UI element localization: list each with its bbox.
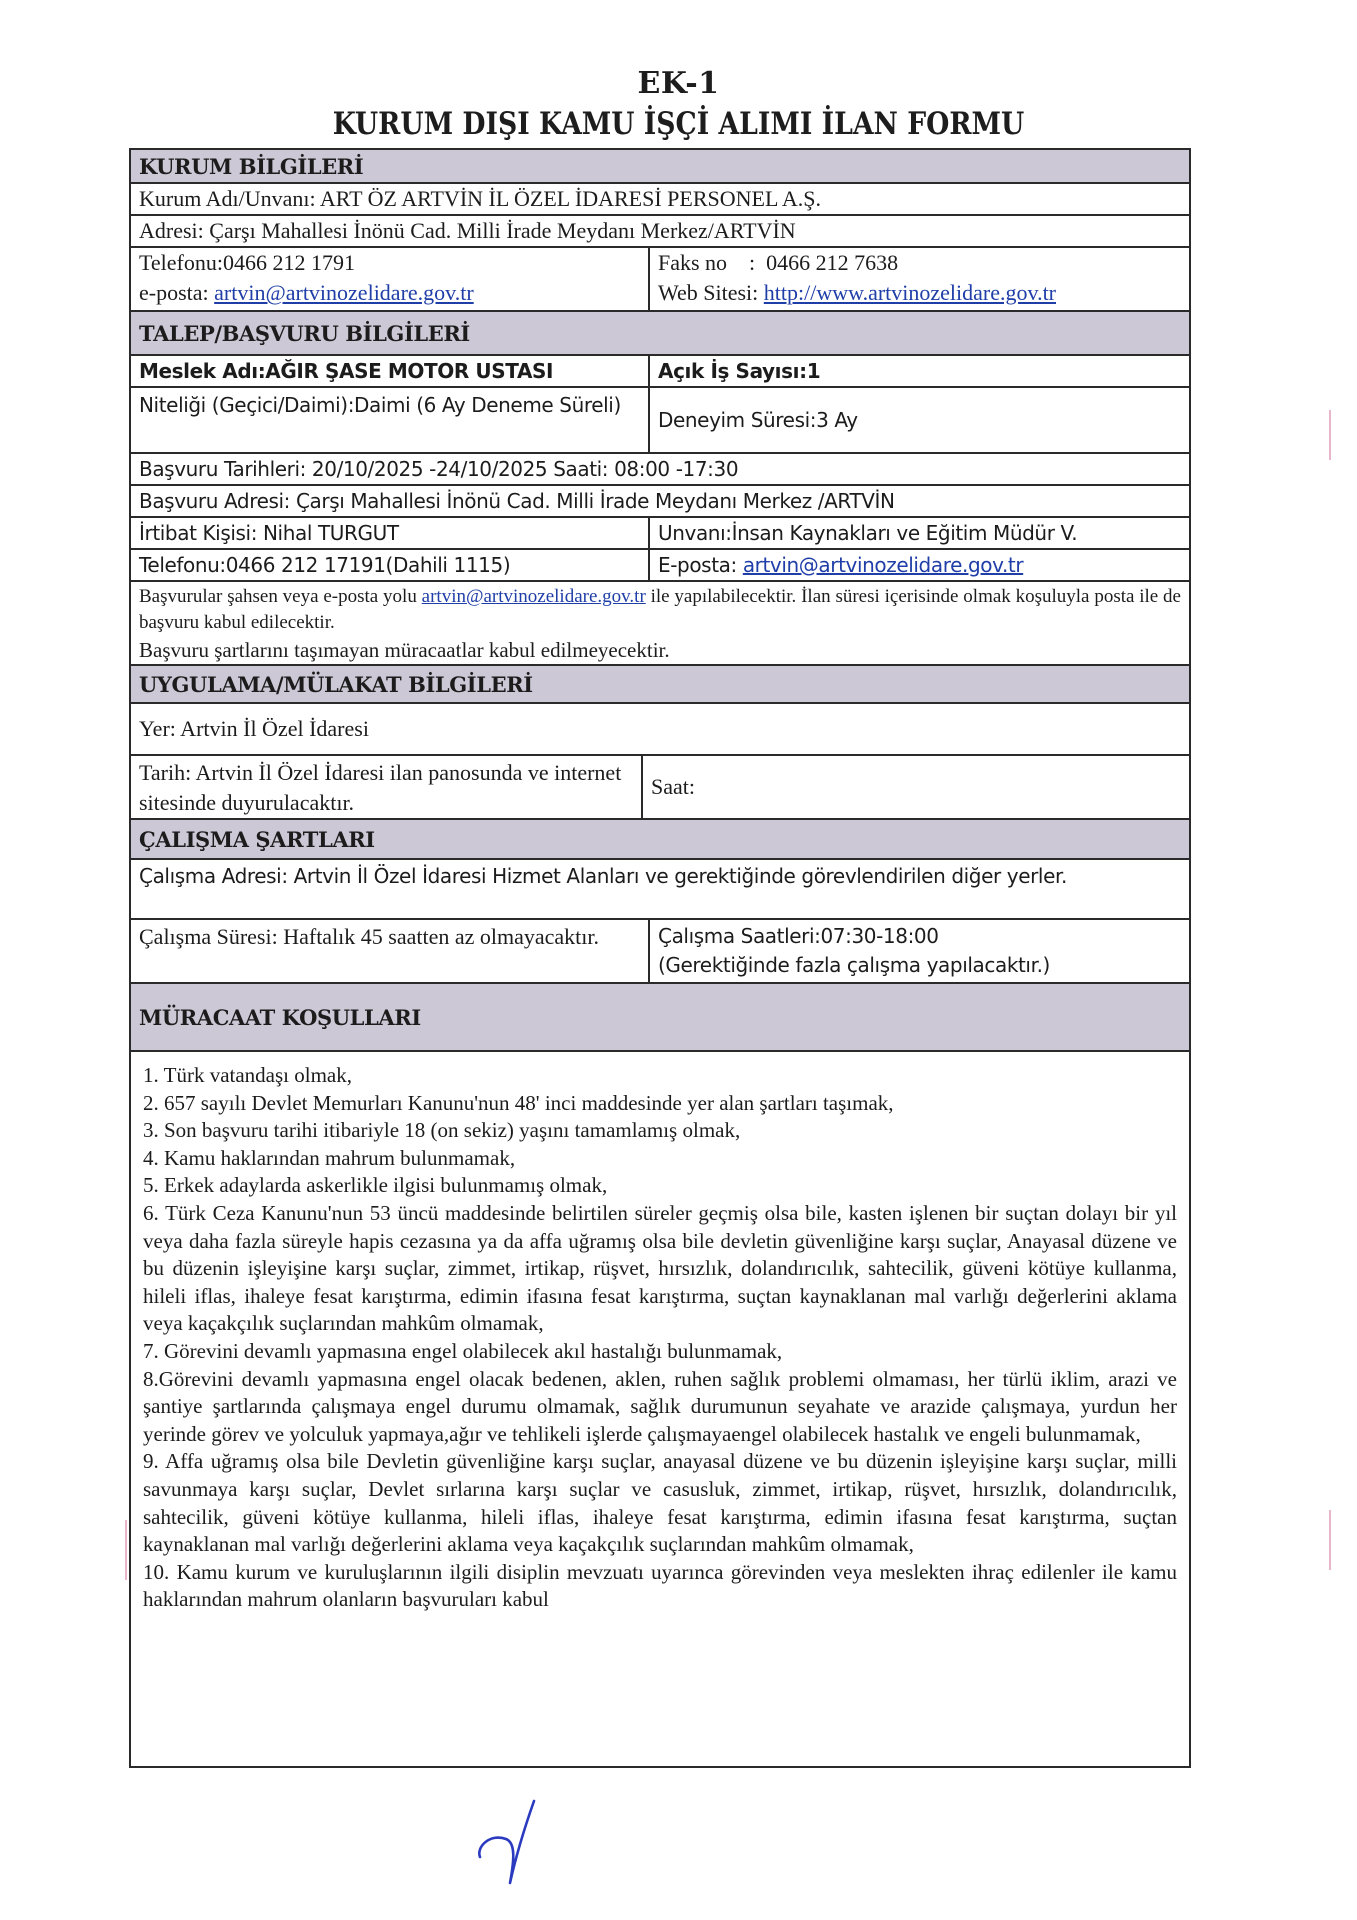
section-title: UYGULAMA/MÜLAKAT BİLGİLERİ [139, 671, 533, 697]
work-hours: Çalışma Saatleri:07:30-18:00 [658, 924, 939, 948]
overtime-note: (Gerektiğinde fazla çalışma yapılacaktır.) [658, 953, 1050, 977]
section-title: ÇALIŞMA ŞARTLARI [139, 826, 375, 852]
employment-nature: Niteliği (Geçici/Daimi):Daimi (6 Ay Deneme Süreli) [139, 393, 621, 417]
requirements-list [131, 1052, 1189, 1766]
requirement-item: 2. 657 sayılı Devlet Memurları Kanunu'nun 48' inci maddesinde yer alan şartları taşımak, [143, 1090, 894, 1115]
scan-margin-mark [1329, 410, 1331, 460]
section-header-talep [131, 312, 1189, 356]
section-title: KURUM BİLGİLERİ [139, 153, 364, 179]
contact-phone-row [131, 550, 1189, 582]
kurum-address-row [131, 216, 1189, 248]
kurum-contact-row [131, 248, 1189, 312]
institution-email-line [139, 278, 640, 308]
application-note-row [131, 582, 1189, 666]
email-label: E-posta: [658, 553, 743, 577]
requirement-item: 6. Türk Ceza Kanunu'nun 53 üncü maddesinde belirtilen süreler geçmiş olsa bile, kasten işlenen bir suçtan dolayı bir yıl veya daha fazla süreyle hapis cezasına ya da affa uğramış olsa bile devletin güvenliğine karşı suçlar, Anayasal düzene ve bu düzenin işleyişine karşı suçlar, zimmet, irtikap, rüşvet, hırsızlık, dolandırıcılık, sahtecilik, güveni kötüye kullanma, hileli iflas, ihaleye fesat karıştırma, edimin ifasına fesat karıştırma, suçtan kaynaklanan mal varlığı değerlerini aklama veya kaçakçılık suçlarından mahkûm olmamak, [143, 1200, 1177, 1336]
web-label: Web Sitesi: [658, 280, 764, 305]
section-header-muracaat [131, 984, 1189, 1052]
institution-web-line [658, 278, 1181, 308]
section-header-uygulama [131, 666, 1189, 704]
requirement-item: 9. Affa uğramış olsa bile Devletin güvenliğine karşı suçlar, anayasal düzene ve bu düzenin işleyişine karşı suçlar, milli savunmaya karşı suçlar, Devlet sırlarına karşı suçlar ve casusluk, zimmet, irtikap, rüşvet, hırsızlık, dolandırıcılık, sahtecilik, güveni kötüye kullanma, hileli iflas, ihaleye fesat karıştırma, edimin ifasına fesat karıştırma, suçtan kaynaklanan mal varlığı değerlerini aklama veya kaçakçılık suçlarından mahkûm olmamak, [143, 1449, 1177, 1557]
application-note [131, 582, 1189, 664]
work-hours-cell [648, 920, 1189, 982]
contact-right-cell [648, 248, 1189, 310]
institution-fax: Faks no : 0466 212 7638 [658, 250, 899, 275]
nature-row [131, 388, 1189, 454]
application-address: Başvuru Adresi: Çarşı Mahallesi İnönü Cad. Milli İrade Meydanı Merkez /ARTVİN [139, 489, 895, 513]
contact-person: İrtibat Kişisi: Nihal TURGUT [139, 521, 399, 545]
annex-label: EK-1 [637, 66, 720, 101]
contact-left-cell [131, 248, 648, 310]
interview-time: Saat: [641, 756, 1189, 818]
application-method-note: Başvurular şahsen veya e-posta yolu artvin@artvinozelidare.gov.tr ile yapılabilecektir. İlan süresi içerisinde olmak koşuluyla posta ile de başvuru kabul edilecektir. [139, 586, 1181, 633]
dates-row [131, 454, 1189, 486]
application-form-table [129, 148, 1191, 1768]
institution-phone: Telefonu:0466 212 1791 [139, 250, 355, 275]
email-label: e-posta: [139, 280, 215, 305]
requirement-item: 1. Türk vatandaşı olmak, [143, 1063, 352, 1087]
scan-margin-mark [1329, 1510, 1331, 1570]
work-hours-row [131, 920, 1189, 984]
experience-duration: Deneyim Süresi:3 Ay [648, 388, 1189, 452]
requirement-item: 7. Görevini devamlı yapmasına engel olabilecek akıl hastalığı bulunmamak, [143, 1338, 783, 1363]
institution-name: Kurum Adı/Unvanı: ART ÖZ ARTVİN İL ÖZEL İDARESİ PERSONEL A.Ş. [139, 186, 821, 211]
contact-person-row [131, 518, 1189, 550]
requirements-row [131, 1052, 1189, 1768]
work-duration: Çalışma Süresi: Haftalık 45 saatten az olmayacaktır. [139, 924, 600, 949]
open-positions: Açık İş Sayısı:1 [648, 356, 1189, 386]
interview-date: Tarih: Artvin İl Özel İdaresi ilan panosunda ve internet sitesinde duyurulacaktır. [139, 760, 622, 815]
requirement-item: 10. Kamu kurum ve kuruluşlarının ilgili disiplin mevzuatı uyarınca görevinden veya meslekten ihraç edilenler ile kamu haklarından mahrum olanların başvuruları kabul [143, 1559, 1177, 1612]
page-title: KURUM DIŞI KAMU İŞÇİ ALIMI İLAN FORMU [332, 106, 1025, 142]
application-dates: Başvuru Tarihleri: 20/10/2025 -24/10/2025 Saati: 08:00 -17:30 [139, 457, 739, 481]
note-email-link[interactable]: artvin@artvinozelidare.gov.tr [421, 586, 646, 607]
work-address-row [131, 860, 1189, 920]
section-title: TALEP/BAŞVURU BİLGİLERİ [139, 320, 470, 346]
institution-email-link[interactable]: artvin@artvinozelidare.gov.tr [214, 280, 474, 305]
profession-name: Meslek Adı:AĞIR ŞASE MOTOR USTASI [139, 359, 554, 383]
interview-place-row [131, 704, 1189, 756]
section-header-calisma [131, 820, 1189, 860]
profession-row [131, 356, 1189, 388]
section-title: MÜRACAAT KOŞULLARI [139, 1004, 421, 1030]
work-address: Çalışma Adresi: Artvin İl Özel İdaresi Hizmet Alanları ve gerektiğinde görevlendirilen diğer yerler. [139, 864, 1067, 888]
kurum-name-row [131, 184, 1189, 216]
rejection-note: Başvuru şartlarını taşımayan müracaatlar kabul edilmeyecektir. [139, 638, 670, 662]
requirement-item: 4. Kamu haklarından mahrum bulunmamak, [143, 1145, 516, 1170]
application-address-row [131, 486, 1189, 518]
interview-place: Yer: Artvin İl Özel İdaresi [139, 716, 369, 741]
contact-title: Unvanı:İnsan Kaynakları ve Eğitim Müdür V. [648, 518, 1189, 548]
contact-email-link[interactable]: artvin@artvinozelidare.gov.tr [742, 553, 1024, 577]
contact-email-line [648, 550, 1189, 580]
requirement-item: 8.Görevini devamlı yapmasına engel olacak bedenen, aklen, ruhen sağlık problemi olmaması, her türlü iklim, arazi ve şantiye şartlarında çalışmaya engel durumu olmamak, sağlık durumunun seyahate ve arazide çalışmaya, yurdun her yerinde görev ve yolculuk yapmaya,ağır ve tehlikeli işlerde çalışmayaengel olabilecek hastalık ve engeli bulunmamak, [143, 1366, 1177, 1446]
contact-phone: Telefonu:0466 212 17191(Dahili 1115) [139, 553, 511, 577]
institution-website-link[interactable]: http://www.artvinozelidare.gov.tr [763, 280, 1057, 305]
requirement-item: 5. Erkek adaylarda askerlikle ilgisi bulunmamış olmak, [143, 1173, 608, 1198]
section-header-kurum [131, 150, 1189, 184]
institution-address: Adresi: Çarşı Mahallesi İnönü Cad. Milli İrade Meydanı Merkez/ARTVİN [139, 218, 796, 243]
scan-margin-mark [125, 1520, 127, 1580]
interview-date-row [131, 756, 1189, 820]
handwritten-signature-icon [470, 1795, 580, 1895]
requirement-item: 3. Son başvuru tarihi itibariyle 18 (on sekiz) yaşını tamamlamış olmak, [143, 1118, 741, 1143]
